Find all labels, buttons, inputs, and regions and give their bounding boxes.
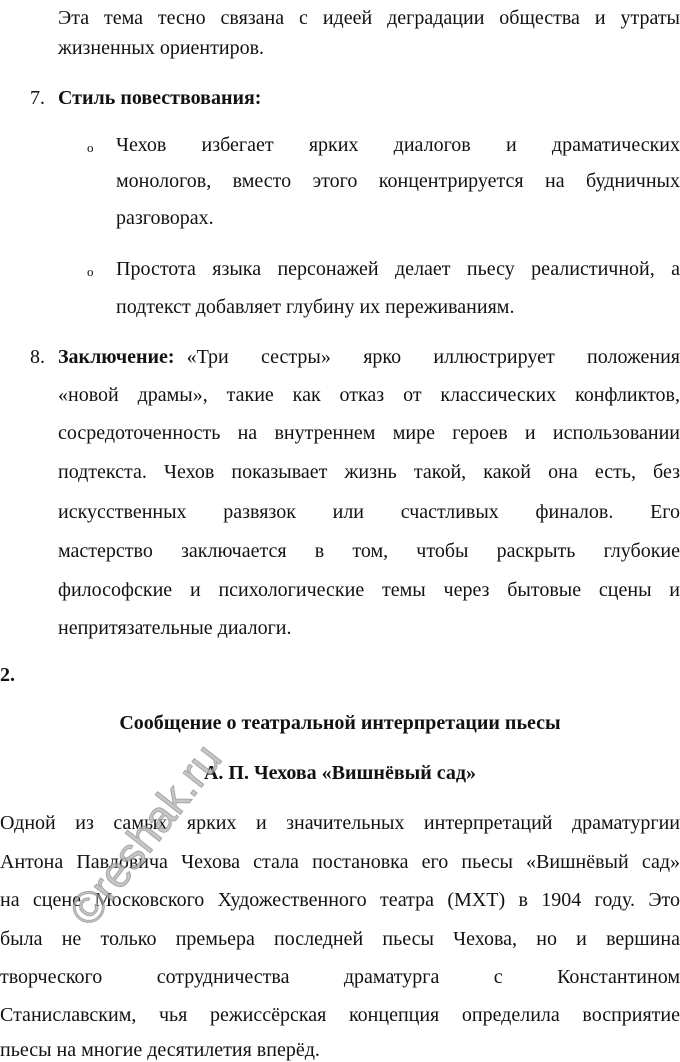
text-line: Чехов избегает ярких диалогов и драматических [116, 134, 680, 156]
list-number: 8. [30, 346, 45, 368]
section-number: 2. [0, 664, 15, 686]
section-heading: Сообщение о театральной интерпретации пьесы [119, 712, 561, 734]
text-line: творческого сотрудничества драматурга с Константином [0, 966, 680, 988]
text-line: Простота языка персонажей делает пьесу реалистичной, а [116, 258, 680, 280]
bullet-marker: o [87, 264, 94, 279]
list-item-title: Заключение: [58, 346, 175, 368]
bullet-marker: o [87, 140, 94, 155]
text-line: «новой драмы», такие как отказ от классических конфликтов, [58, 384, 680, 406]
text-line: была не только премьера последней пьесы Чехова, но и вершина [0, 928, 680, 950]
text-line: Антона Павловича Чехова стала постановка его пьесы «Вишнёвый сад» [0, 851, 680, 873]
text-line: разговорах. [116, 207, 214, 229]
text-line: на сцене Московского Художественного театра (МХТ) в 1904 году. Это [0, 889, 680, 911]
text-line: подтекста. Чехов показывает жизнь такой, какой она есть, без [58, 461, 680, 483]
text-line: подтекст добавляет глубину их переживаниям. [116, 296, 515, 318]
text-line: монологов, вместо этого концентрируется на будничных [116, 170, 680, 192]
list-item-title: Стиль повествования: [58, 87, 262, 109]
text-line: Станиславским, чья режиссёрская концепция определила восприятие [0, 1004, 680, 1026]
text-line: сосредоточенность на внутреннем мире героев и использовании [58, 422, 680, 444]
text-line: философские и психологические темы через бытовые сцены и [58, 579, 680, 601]
section-subheading: А. П. Чехова «Вишнёвый сад» [203, 762, 477, 784]
watermark: ©reshak.ru [60, 734, 232, 936]
first-line [58, 345, 680, 369]
text-line: жизненных ориентиров. [58, 37, 265, 59]
text-line: «Три сестры» ярко иллюстрирует положения [186, 346, 680, 368]
text-line: мастерство заключается в том, чтобы раскрыть глубокие [58, 540, 680, 562]
text-line: Одной из самых ярких и значительных интерпретаций драматургии [0, 812, 680, 834]
text-line: Эта тема тесно связана с идеей деградации общества и утраты [58, 7, 680, 29]
text-line: пьесы на многие десятилетия вперёд. [0, 1039, 320, 1061]
text-line: непритязательные диалоги. [58, 617, 292, 639]
list-number: 7. [30, 87, 45, 109]
text-line: искусственных развязок или счастливых финалов. Его [58, 501, 680, 523]
